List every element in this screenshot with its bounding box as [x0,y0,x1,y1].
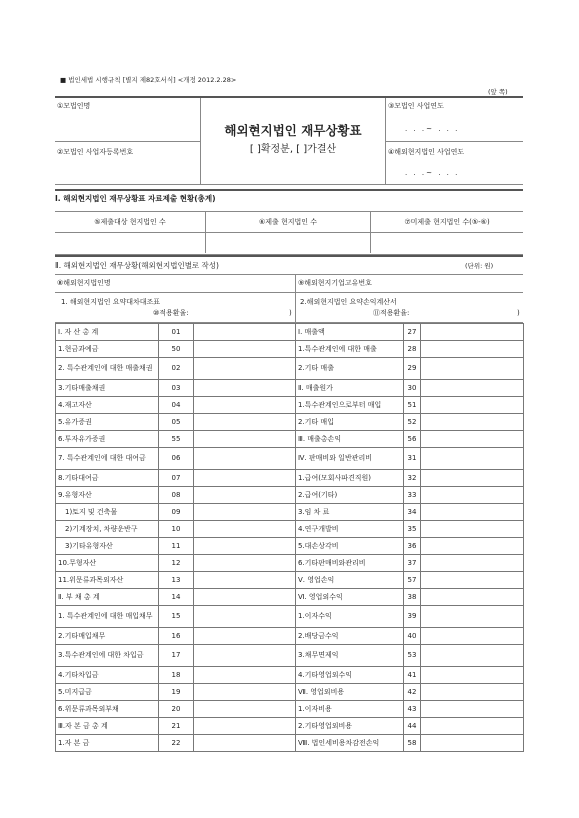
income-item-label: Ⅱ. 매출원가 [296,380,404,397]
balance-item-code: 09 [159,504,194,521]
balance-item-label: 6.위문류과목외부채 [56,701,159,718]
table-row [56,448,524,470]
balance-item-amount[interactable] [194,718,296,735]
income-item-code: 27 [404,324,421,341]
is-exchange-rate-label: ⑪적용환율: [373,309,410,317]
balance-item-label: 1)토지 및 건축물 [56,504,159,521]
balance-item-code: 22 [159,735,194,752]
table-row [56,684,524,701]
balance-item-code: 20 [159,701,194,718]
balance-item-amount[interactable] [194,684,296,701]
income-item-amount[interactable] [421,504,524,521]
income-item-amount[interactable] [421,538,524,555]
unit-label: (단위: 원) [465,262,494,270]
income-item-amount[interactable] [421,397,524,414]
balance-item-label: 3.특수관계인에 대한 차입금 [56,645,159,667]
table-row [56,521,524,538]
income-item-code: 40 [404,628,421,645]
income-item-label: 5.대손상각비 [296,538,404,555]
income-item-amount[interactable] [421,521,524,538]
income-item-amount[interactable] [421,735,524,752]
table-row [56,718,524,735]
local-entity-name-label: ⑧해외현지법인명 [57,279,111,287]
income-item-label: 2.기타영업외비용 [296,718,404,735]
income-item-label: 4.연구개발비 [296,521,404,538]
balance-item-label: 8.기타대여금 [56,470,159,487]
income-item-label: 1.특수관계인으로부터 매입 [296,397,404,414]
balance-item-code: 19 [159,684,194,701]
income-item-label: 2.급여(기타) [296,487,404,504]
table-row [56,487,524,504]
income-item-label: Ⅵ. 영업외수익 [296,589,404,606]
income-item-amount[interactable] [421,380,524,397]
income-item-amount[interactable] [421,341,524,358]
balance-item-amount[interactable] [194,448,296,470]
income-item-code: 39 [404,606,421,628]
balance-item-label: 11.위문류과목외자산 [56,572,159,589]
income-item-amount[interactable] [421,572,524,589]
income-item-code: 42 [404,684,421,701]
income-item-code: 58 [404,735,421,752]
balance-item-amount[interactable] [194,397,296,414]
balance-item-amount[interactable] [194,667,296,684]
income-item-code: 32 [404,470,421,487]
balance-item-label: Ⅱ. 부 채 총 계 [56,589,159,606]
income-item-code: 35 [404,521,421,538]
parent-fiscal-year-value: . . .~ . . . [405,125,460,133]
income-item-amount[interactable] [421,358,524,380]
income-item-code: 36 [404,538,421,555]
table-row [56,341,524,358]
unsubmitted-count-label: ⑦미제출 현지법인 수(⑤-⑥) [404,218,490,226]
income-item-label: 1.이자비용 [296,701,404,718]
balance-item-code: 55 [159,431,194,448]
income-item-label: 1.급여(모회사파견직원) [296,470,404,487]
balance-item-label: 2)기계장치, 차량운반구 [56,521,159,538]
income-item-code: 31 [404,448,421,470]
balance-item-code: 13 [159,572,194,589]
balance-item-code: 03 [159,380,194,397]
income-item-amount[interactable] [421,414,524,431]
balance-item-amount[interactable] [194,358,296,380]
page-side-label: (앞 쪽) [488,88,508,96]
balance-item-amount[interactable] [194,521,296,538]
form-reference: ■ 법인세법 시행규칙 [별지 제82호서식] <개정 2012.2.28> [60,76,237,84]
income-item-amount[interactable] [421,431,524,448]
balance-item-amount[interactable] [194,606,296,628]
balance-item-amount[interactable] [194,735,296,752]
income-item-code: 51 [404,397,421,414]
table-row [56,667,524,684]
balance-item-amount[interactable] [194,628,296,645]
table-row [56,538,524,555]
submitted-count-label: ⑥제출 현지법인 수 [258,218,318,226]
bs-rate-paren: ) [289,309,292,317]
balance-item-code: 15 [159,606,194,628]
income-item-code: 44 [404,718,421,735]
balance-item-code: 06 [159,448,194,470]
balance-item-amount[interactable] [194,470,296,487]
income-item-code: 29 [404,358,421,380]
income-item-amount[interactable] [421,448,524,470]
income-item-code: 37 [404,555,421,572]
table-row [56,380,524,397]
balance-item-label: 1.자 본 금 [56,735,159,752]
income-item-label: 2.기타 매출 [296,358,404,380]
balance-item-amount[interactable] [194,538,296,555]
section2-box [55,255,523,270]
balance-item-amount[interactable] [194,555,296,572]
income-item-code: 56 [404,431,421,448]
balance-item-code: 14 [159,589,194,606]
income-item-code: 41 [404,667,421,684]
balance-item-code: 01 [159,324,194,341]
balance-item-code: 12 [159,555,194,572]
balance-item-amount[interactable] [194,645,296,667]
balance-item-code: 08 [159,487,194,504]
header-box [55,96,523,185]
balance-item-label: 3)기타유형자산 [56,538,159,555]
income-statement-title: 2.해외현지법인 요약손익계산서 [300,298,397,306]
table-row [56,735,524,752]
income-item-amount[interactable] [421,645,524,667]
balance-item-code: 04 [159,397,194,414]
balance-item-code: 16 [159,628,194,645]
income-item-label: 3.임 차 료 [296,504,404,521]
table-row [56,628,524,645]
balance-item-amount[interactable] [194,572,296,589]
income-item-amount[interactable] [421,555,524,572]
income-item-label: 4.기타영업외수익 [296,667,404,684]
balance-item-label: 6.투자유가증권 [56,431,159,448]
income-item-amount[interactable] [421,684,524,701]
balance-item-label: 3.기타매출채권 [56,380,159,397]
income-item-label: Ⅰ. 매출액 [296,324,404,341]
table-row [56,572,524,589]
income-item-label: 2.기타 매입 [296,414,404,431]
balance-item-amount[interactable] [194,324,296,341]
balance-sheet-title: 1. 해외현지법인 요약대차대조표 [61,298,161,306]
local-fiscal-year-label: ④해외현지법인 사업연도 [388,148,465,156]
financial-statement-table [55,323,524,752]
income-item-amount[interactable] [421,324,524,341]
balance-item-label: 4.재고자산 [56,397,159,414]
balance-item-amount[interactable] [194,431,296,448]
income-item-code: 52 [404,414,421,431]
balance-item-label: 5.미지급금 [56,684,159,701]
income-item-code: 57 [404,572,421,589]
balance-item-code: 07 [159,470,194,487]
bs-exchange-rate-label: ⑩적용환율: [153,309,189,317]
balance-item-label: Ⅲ.자 본 금 총 계 [56,718,159,735]
section1-box [55,189,523,255]
balance-item-label: 10.무형자산 [56,555,159,572]
balance-item-amount[interactable] [194,380,296,397]
section1-title: Ⅰ. 해외현지법인 재무상황표 자료제출 현황(총계) [55,194,216,203]
income-item-label: 6.기타판매비와관리비 [296,555,404,572]
table-row [56,589,524,606]
submission-target-count-label: ⑤제출대상 현지법인 수 [94,218,166,226]
income-item-amount[interactable] [421,470,524,487]
table-row [56,431,524,448]
income-item-label: 2.배당금수익 [296,628,404,645]
balance-item-code: 17 [159,645,194,667]
local-entity-id-label: ⑨해외현지기업고유번호 [298,279,372,287]
balance-item-code: 10 [159,521,194,538]
table-row [56,645,524,667]
parent-fiscal-year-label: ③모법인 사업연도 [388,102,444,110]
table-row [56,701,524,718]
income-item-amount[interactable] [421,701,524,718]
income-item-label: Ⅷ. 법인세비용차감전손익 [296,735,404,752]
income-item-amount[interactable] [421,606,524,628]
balance-item-code: 11 [159,538,194,555]
table-row [56,470,524,487]
balance-item-label: 7. 특수관계인에 대한 대여금 [56,448,159,470]
income-item-label: 1.특수관계인에 대한 매출 [296,341,404,358]
balance-item-amount[interactable] [194,504,296,521]
table-row [56,414,524,431]
is-rate-paren: ) [517,309,520,317]
table-row [56,397,524,414]
balance-item-amount[interactable] [194,589,296,606]
local-fiscal-year-value: . . .~ . . . [405,169,460,177]
balance-item-amount[interactable] [194,487,296,504]
income-item-label: Ⅳ. 판매비와 일반관리비 [296,448,404,470]
income-item-label: Ⅶ. 영업외비용 [296,684,404,701]
income-item-code: 53 [404,645,421,667]
form-subtitle: [ ]확정분, [ ]가결산 [249,144,337,155]
parent-company-registration-label: ②모법인 사업자등록번호 [57,148,134,156]
balance-item-amount[interactable] [194,341,296,358]
balance-item-amount[interactable] [194,414,296,431]
balance-item-label: 1.현금과예금 [56,341,159,358]
income-item-code: 28 [404,341,421,358]
income-item-code: 33 [404,487,421,504]
income-item-code: 34 [404,504,421,521]
balance-item-label: 2.기타매입채무 [56,628,159,645]
balance-item-code: 05 [159,414,194,431]
balance-item-label: 2. 특수관계인에 대한 매출채권 [56,358,159,380]
balance-item-code: 18 [159,667,194,684]
balance-item-code: 02 [159,358,194,380]
balance-item-label: 4.기타차입금 [56,667,159,684]
income-item-label: Ⅲ. 매출총손익 [296,431,404,448]
income-item-label: Ⅴ. 영업손익 [296,572,404,589]
balance-item-label: 1. 특수관계인에 대한 매입채무 [56,606,159,628]
income-item-amount[interactable] [421,667,524,684]
table-row [56,555,524,572]
balance-item-label: 9.유형자산 [56,487,159,504]
table-row [56,324,524,341]
income-item-amount[interactable] [421,589,524,606]
table-row [56,504,524,521]
balance-item-amount[interactable] [194,701,296,718]
entity-row [55,274,523,293]
balance-item-code: 50 [159,341,194,358]
income-item-code: 30 [404,380,421,397]
balance-item-label: 5.유가증권 [56,414,159,431]
table-row [56,606,524,628]
income-item-amount[interactable] [421,628,524,645]
table-row [56,358,524,380]
income-item-label: 1.이자수익 [296,606,404,628]
income-item-code: 38 [404,589,421,606]
form-title: 해외현지법인 재무상황표 [224,123,362,138]
income-item-amount[interactable] [421,487,524,504]
section2-title: Ⅱ. 해외현지법인 재무상황(해외현지법인별로 작성) [55,261,219,270]
balance-item-label: Ⅰ. 자 산 총 계 [56,324,159,341]
income-item-amount[interactable] [421,718,524,735]
statement-titles [55,292,523,323]
income-item-code: 43 [404,701,421,718]
parent-company-name-label: ①모법인명 [57,102,91,110]
income-item-label: 3.채무면제익 [296,645,404,667]
balance-item-code: 21 [159,718,194,735]
